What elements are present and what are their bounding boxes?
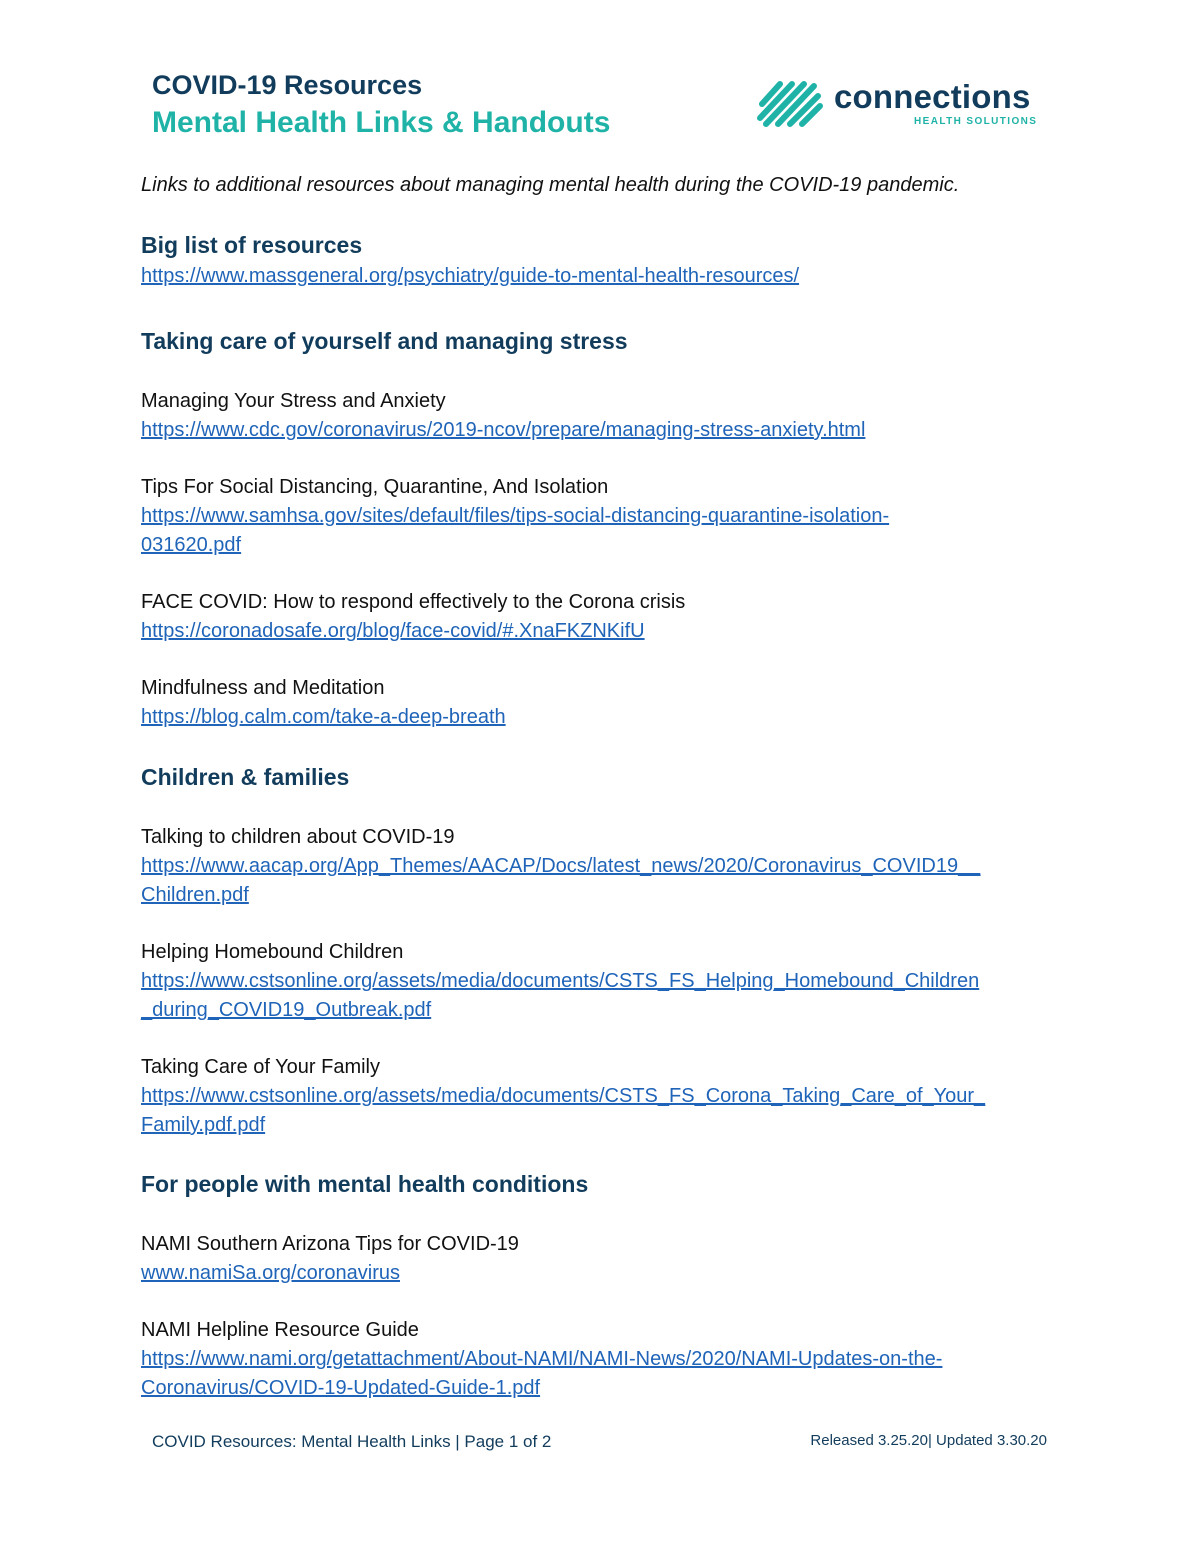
resource-link[interactable]: https://www.cstsonline.org/assets/media/documents/CSTS_FS_Helping_Homebound_Children [141,970,980,992]
section-heading-big-list: Big list of resources [141,232,363,258]
document-title: COVID-19 Resources [152,70,423,100]
section-heading-conditions: For people with mental health conditions [141,1171,589,1197]
resource-link[interactable]: https://www.samhsa.gov/sites/default/files/tips-social-distancing-quarantine-isolation- [141,505,890,527]
resource-title: Taking Care of Your Family [141,1056,381,1078]
footer-page-info: COVID Resources: Mental Health Links | Page 1 of 2 [152,1432,552,1451]
resource-link-continued[interactable]: Coronavirus/COVID-19-Updated-Guide-1.pdf [141,1377,541,1399]
resource-title: Helping Homebound Children [141,941,404,963]
resource-title: FACE COVID: How to respond effectively to the Corona crisis [141,591,686,613]
resource-link[interactable]: https://www.nami.org/getattachment/About-NAMI/NAMI-News/2020/NAMI-Updates-on-the- [141,1348,943,1370]
resource-link[interactable]: https://blog.calm.com/take-a-deep-breath [141,706,506,728]
intro-text: Links to additional resources about managing mental health during the COVID-19 pandemic. [141,174,960,196]
resource-title: Managing Your Stress and Anxiety [141,390,446,412]
resource-title: Mindfulness and Meditation [141,677,385,699]
logo-tagline: HEALTH SOLUTIONS [914,116,1038,127]
connections-logo-icon [756,78,828,134]
logo-wordmark: connections [834,78,1031,115]
resource-title: NAMI Helpline Resource Guide [141,1319,419,1341]
section-heading-children: Children & families [141,764,350,790]
resource-link-continued[interactable]: 031620.pdf [141,534,242,556]
resource-title: Talking to children about COVID-19 [141,826,455,848]
link-big-list[interactable]: https://www.massgeneral.org/psychiatry/guide-to-mental-health-resources/ [141,265,800,287]
section-heading-self-care: Taking care of yourself and managing stress [141,328,628,354]
resource-link-continued[interactable]: Children.pdf [141,884,249,906]
resource-link-continued[interactable]: Family.pdf.pdf [141,1114,266,1136]
resource-link[interactable]: https://www.cstsonline.org/assets/media/documents/CSTS_FS_Corona_Taking_Care_of_Your_ [141,1085,986,1107]
resource-title: Tips For Social Distancing, Quarantine, And Isolation [141,476,609,498]
resource-link-continued[interactable]: _during_COVID19_Outbreak.pdf [141,999,432,1021]
footer-release-info: Released 3.25.20| Updated 3.30.20 [810,1432,1047,1449]
document-subtitle: Mental Health Links & Handouts [152,106,611,139]
resource-title: NAMI Southern Arizona Tips for COVID-19 [141,1233,519,1255]
resource-link[interactable]: www.namiSa.org/coronavirus [141,1262,400,1284]
resource-link[interactable]: https://coronadosafe.org/blog/face-covid/#.XnaFKZNKifU [141,620,645,642]
resource-link[interactable]: https://www.cdc.gov/coronavirus/2019-ncov/prepare/managing-stress-anxiety.html [141,419,866,441]
resource-link[interactable]: https://www.aacap.org/App_Themes/AACAP/Docs/latest_news/2020/Coronavirus_COVID19__ [141,855,981,877]
